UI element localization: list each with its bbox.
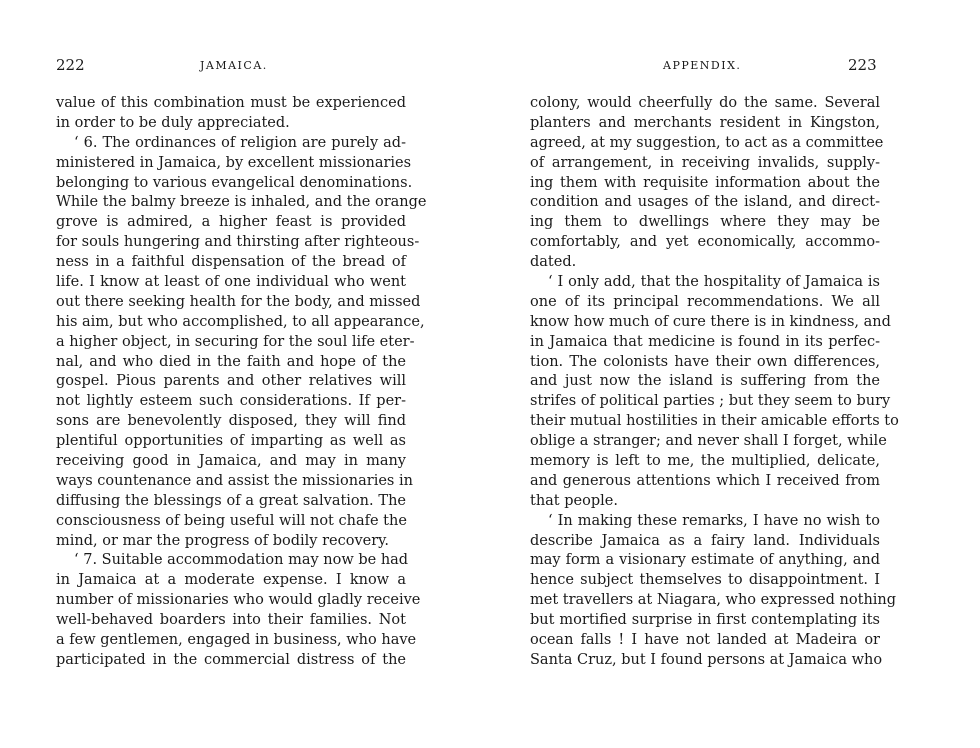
text-line: oblige a stranger; and never shall I forget, while <box>530 433 887 450</box>
right-page <box>490 0 980 748</box>
text-line: diffusing the blessings of a great salvation. The <box>56 492 406 509</box>
text-line: a higher object, in securing for the soul life eter- <box>56 333 415 350</box>
text-line: participated in the commercial distress of the <box>56 651 406 668</box>
text-line: sons are benevolently disposed, they will find <box>56 413 406 430</box>
text-line: value of this combination must be experienced <box>56 95 406 111</box>
text-line: in order to be duly appreciated. <box>56 114 290 131</box>
text-line: number of missionaries who would gladly receive <box>56 592 421 609</box>
text-line: of arrangement, in receiving invalids, supply- <box>530 154 880 171</box>
text-line: may form a visionary estimate of anything, and <box>530 552 880 569</box>
text-line: ness in a faithful dispensation of the bread of <box>56 254 406 271</box>
text-line: mind, or mar the progress of bodily recovery. <box>56 532 390 549</box>
text-line: describe Jamaica as a fairy land. Individuals <box>530 532 880 549</box>
text-line: grove is admired, a higher feast is provided <box>56 214 406 231</box>
right-page-body <box>530 94 899 671</box>
text-line: consciousness of being useful will not chafe the <box>56 512 407 529</box>
text-line: dated. <box>530 254 577 271</box>
text-line: agreed, at my suggestion, to act as a committee <box>530 134 884 151</box>
text-line: know how much of cure there is in kindness, and <box>530 313 891 330</box>
text-line: ways countenance and assist the missionaries in <box>56 472 413 489</box>
text-line: ‘ In making these remarks, I have no wish to <box>548 512 880 529</box>
text-line: ‘ 7. Suitable accommodation may now be had <box>74 552 409 569</box>
text-line: condition and usages of the island, and direct- <box>530 194 880 211</box>
text-line: and generous attentions which I received from <box>530 472 880 489</box>
text-line: in Jamaica at a moderate expense. I know a <box>56 572 406 589</box>
page-number: 223 <box>848 56 877 74</box>
text-line: met travellers at Niagara, who expressed nothing <box>530 592 897 609</box>
running-head: JAMAICA. <box>200 59 268 72</box>
text-line: in Jamaica that medicine is found in its perfec- <box>530 333 880 350</box>
text-line: one of its principal recommendations. We all <box>530 293 880 310</box>
text-line: ‘ I only add, that the hospitality of Jamaica is <box>548 274 880 291</box>
text-line: not lightly esteem such considerations. If per- <box>56 393 406 410</box>
text-line: receiving good in Jamaica, and may in many <box>56 453 406 470</box>
text-line: and just now the island is suffering from the <box>530 373 880 390</box>
text-line: their mutual hostilities in their amicable efforts to <box>530 413 899 430</box>
text-line: plentiful opportunities of imparting as well as <box>56 433 406 450</box>
text-line: belonging to various evangelical denominations. <box>56 174 413 191</box>
text-line: ing them with requisite information about the <box>530 174 880 191</box>
text-line: gospel. Pious parents and other relatives will <box>56 373 406 390</box>
text-line: ministered in Jamaica, by excellent missionaries <box>56 154 412 171</box>
text-line: his aim, but who accomplished, to all appearance, <box>56 313 425 330</box>
text-line: memory is left to me, the multiplied, delicate, <box>530 453 880 470</box>
running-head: APPENDIX. <box>663 59 742 72</box>
text-line: nal, and who died in the faith and hope of the <box>56 353 406 370</box>
text-line: out there seeking health for the body, and missed <box>56 293 421 310</box>
text-line: well-behaved boarders into their families. Not <box>56 612 406 629</box>
text-line: for souls hungering and thirsting after righteous- <box>56 234 420 251</box>
text-line: planters and merchants resident in Kingston, <box>530 114 880 131</box>
text-line: ing them to dwellings where they may be <box>530 214 880 231</box>
text-line: colony, would cheerfully do the same. Several <box>530 95 880 111</box>
text-line: ‘ 6. The ordinances of religion are purely ad- <box>74 134 406 151</box>
text-line: strifes of political parties ; but they seem to bury <box>530 393 891 410</box>
text-line: life. I know at least of one individual who went <box>56 274 406 291</box>
text-line: that people. <box>530 492 618 509</box>
left-page-body <box>56 94 427 671</box>
text-line: comfortably, and yet economically, accommo- <box>530 234 880 251</box>
text-line: hence subject themselves to disappointment. I <box>530 572 880 589</box>
page-number: 222 <box>56 56 85 74</box>
text-line: ocean falls ! I have not landed at Madeira or <box>530 632 880 649</box>
text-line: tion. The colonists have their own differences, <box>530 353 880 370</box>
text-line: Santa Cruz, but I found persons at Jamaica who <box>530 651 883 668</box>
text-line: but mortified surprise in first contemplating its <box>530 612 880 629</box>
text-line: a few gentlemen, engaged in business, who have <box>56 632 417 649</box>
text-line: While the balmy breeze is inhaled, and the orange <box>56 194 427 211</box>
